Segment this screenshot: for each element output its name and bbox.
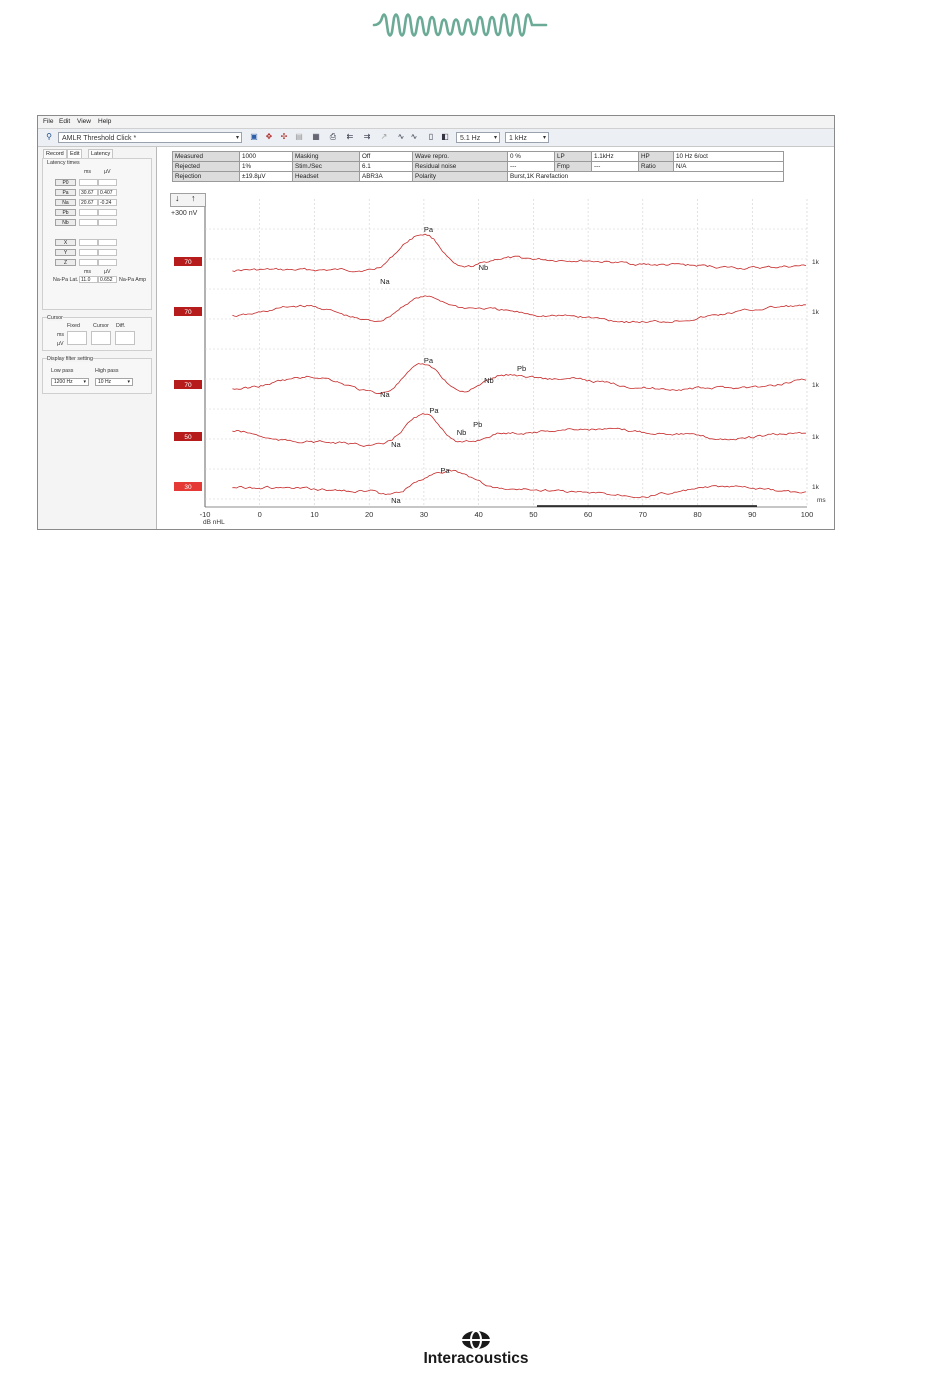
high-pass-select-value: 10 Hz <box>98 379 112 385</box>
menu-edit[interactable]: Edit <box>59 118 71 125</box>
info-label: Stim./Sec <box>293 162 360 172</box>
cursor-col-fixed: Fixed <box>67 323 80 329</box>
peak-marker-na[interactable]: Na <box>380 277 390 286</box>
info-value: Burst,1K Rarefaction <box>508 172 784 182</box>
curve-right-label: 1k <box>812 259 819 266</box>
info-value: 10 Hz 6/oct <box>674 152 784 162</box>
peak-marker-pb[interactable]: Pb <box>516 364 527 373</box>
tab-record[interactable]: Record <box>43 149 67 158</box>
marker-z-uv <box>98 259 117 266</box>
cursor-fixed-cell <box>67 331 87 345</box>
menu-file[interactable]: File <box>43 118 54 125</box>
peak-marker-pb[interactable]: Pb <box>473 420 483 429</box>
peak-uv-pa: 0.407 <box>98 189 117 196</box>
x-tick-label: 0 <box>257 510 262 519</box>
peak-marker-na[interactable]: Na <box>380 390 390 399</box>
cursor-group <box>42 317 152 351</box>
x-tick-label: 30 <box>419 510 429 519</box>
info-value: 6.1 <box>360 162 413 172</box>
waveform-curve[interactable] <box>232 470 806 498</box>
marker-button-x[interactable]: X <box>55 239 76 246</box>
curve-right-label: 1k <box>812 484 819 491</box>
cursor-cursor-cell <box>91 331 111 345</box>
brand-name: Interacoustics <box>423 1350 529 1367</box>
peak-ms-pa: 30.67 <box>79 189 98 196</box>
cursor-row-uv: µV <box>57 341 64 347</box>
export-icon[interactable]: ◧ <box>441 132 449 141</box>
peak-button-pa[interactable]: Pa <box>55 189 76 196</box>
intensity-badge-label: 70 <box>184 309 192 316</box>
info-value: 1% <box>240 162 293 172</box>
x-unit-label: dB nHL <box>203 519 225 526</box>
waveform-chart[interactable] <box>157 147 835 530</box>
protocol-select[interactable] <box>58 132 242 143</box>
peak-ms-na: 20.67 <box>79 199 98 206</box>
marker-icon[interactable]: ↗ <box>380 132 388 141</box>
intensity-badge-label: 50 <box>184 434 192 441</box>
menu-help[interactable]: Help <box>98 118 112 125</box>
cursor-left-icon[interactable]: ⇇ <box>346 132 354 141</box>
peak-uv-nb <box>98 219 117 226</box>
peak-uv-pb <box>98 209 117 216</box>
x-tick-label: 80 <box>693 510 702 519</box>
info-value: 1.1kHz <box>592 152 639 162</box>
wave-edit-icon[interactable]: ∿ <box>410 132 418 141</box>
delete-icon[interactable]: ▤ <box>295 132 303 141</box>
info-value: ABR3A <box>360 172 413 182</box>
high-pass-label: High pass <box>95 368 119 374</box>
waveform-curve[interactable] <box>232 296 806 323</box>
tab-latency[interactable]: Latency <box>88 149 113 158</box>
chevron-down-icon: ▾ <box>493 135 497 141</box>
x-tick-label: 50 <box>529 510 538 519</box>
peak-ms-p0 <box>79 179 98 186</box>
toolbar <box>38 129 834 147</box>
waveform-curve[interactable] <box>232 234 806 272</box>
split-icon[interactable]: ✥ <box>265 132 273 141</box>
info-label: LP <box>555 152 592 162</box>
napa-col-ms: ms <box>84 269 92 275</box>
peak-uv-p0 <box>98 179 117 186</box>
info-value: 0 % <box>508 152 555 162</box>
merge-icon[interactable]: ✣ <box>280 132 288 141</box>
col-uv: µV <box>104 169 111 175</box>
marker-y-uv <box>98 249 117 256</box>
wave-logo-icon <box>372 8 548 42</box>
info-label: Rejection <box>173 172 240 182</box>
filter-low-select[interactable] <box>456 132 500 143</box>
x-tick-label: 100 <box>800 510 814 519</box>
protocol-select-value: AMLR Threshold Click * <box>62 135 137 142</box>
napa-lat-label: Na-Pa Lat. <box>53 277 79 283</box>
x-tick-label: 10 <box>310 510 319 519</box>
info-value: N/A <box>674 162 784 172</box>
low-pass-label: Low pass <box>51 368 74 374</box>
high-pass-select[interactable] <box>95 378 133 386</box>
curve-right-label: 1k <box>812 382 819 389</box>
application-window <box>37 115 835 530</box>
menu-view[interactable]: View <box>77 118 91 125</box>
peak-button-na[interactable]: Na <box>55 199 76 206</box>
brand-logo <box>396 1330 556 1370</box>
x-tick-label: 40 <box>474 510 483 519</box>
waveform-curve[interactable] <box>232 414 806 447</box>
filter-high-select[interactable] <box>505 132 549 143</box>
filter-low-select-value: 5.1 Hz <box>460 135 481 142</box>
chevron-down-icon: ▾ <box>542 135 546 141</box>
cursor-right-icon[interactable]: ⇉ <box>363 132 371 141</box>
curve-right-label: 1k <box>812 434 819 441</box>
marker-y-ms <box>79 249 98 256</box>
info-value: 1000 <box>240 152 293 162</box>
peak-uv-na: -0.24 <box>98 199 117 206</box>
x-tick-label: 20 <box>365 510 374 519</box>
peak-ms-nb <box>79 219 98 226</box>
report-icon[interactable]: ▦ <box>312 132 320 141</box>
peak-marker-nb[interactable]: Nb <box>484 376 494 385</box>
marker-x-uv <box>98 239 117 246</box>
x-tick-label: 60 <box>583 510 593 519</box>
x-tick-label: 70 <box>638 510 647 519</box>
peak-marker-pa[interactable]: Pa <box>440 466 450 475</box>
wave-add-icon[interactable]: ∿ <box>397 132 405 141</box>
chevron-down-icon: ▾ <box>235 135 239 141</box>
peak-button-pb[interactable]: Pb <box>55 209 76 216</box>
peak-button-nb[interactable]: Nb <box>55 219 76 226</box>
x-unit-ms: ms <box>817 497 826 504</box>
info-label: Residual noise <box>413 162 508 172</box>
tab-edit[interactable]: Edit <box>67 149 82 158</box>
low-pass-select[interactable] <box>51 378 89 386</box>
x-tick-label: 90 <box>748 510 757 519</box>
intensity-badge-label: 70 <box>184 382 192 389</box>
napa-lat-value: 11.0 <box>79 276 98 283</box>
scale-label: +300 nV <box>171 210 198 217</box>
info-label: Ratio <box>639 162 674 172</box>
info-label: Masking <box>293 152 360 162</box>
info-value: Off <box>360 152 413 162</box>
intensity-badge-label: 30 <box>184 484 192 491</box>
print-icon[interactable]: ⎙ <box>329 132 337 141</box>
display-filter-title: Display filter setting <box>47 356 93 362</box>
info-value: --- <box>508 162 555 172</box>
info-label: Wave repro. <box>413 152 508 162</box>
peak-marker-pa[interactable]: Pa <box>429 406 439 415</box>
curve-right-label: 1k <box>812 309 819 316</box>
chevron-down-icon: ▾ <box>127 379 130 385</box>
napa-amp-label: Na-Pa Amp <box>119 277 147 283</box>
info-label: HP <box>639 152 674 162</box>
marker-x-ms <box>79 239 98 246</box>
napa-amp-value: 0.652 <box>98 276 117 283</box>
scale-arrows <box>170 193 206 207</box>
peak-button-p0[interactable]: P0 <box>55 179 76 186</box>
info-label: Headset <box>293 172 360 182</box>
peak-marker-na[interactable]: Na <box>391 496 401 505</box>
cursor-row-ms: ms <box>57 332 65 338</box>
waveform-area <box>157 147 835 530</box>
peak-marker-pa[interactable]: Pa <box>423 356 434 365</box>
display-filter-group <box>42 358 152 394</box>
peak-marker-pa[interactable]: Pa <box>423 225 434 234</box>
chevron-down-icon: ▾ <box>83 379 86 385</box>
peak-ms-pb <box>79 209 98 216</box>
cursor-diff-cell <box>115 331 135 345</box>
left-panel <box>38 147 157 530</box>
globe-icon <box>396 1330 556 1350</box>
arrow-up-icon[interactable]: ↑ <box>191 193 196 203</box>
filter-high-select-value: 1 kHz <box>509 135 527 142</box>
cursor-group-title: Cursor <box>47 315 63 321</box>
save-icon[interactable]: ▣ <box>250 132 258 141</box>
info-value: ±19.8µV <box>240 172 293 182</box>
cursor-col-cursor: Cursor <box>93 323 109 329</box>
headset-icon[interactable]: ⚲ <box>46 132 52 141</box>
latency-group-title: Latency times <box>47 160 80 166</box>
low-pass-select-value: 1200 Hz <box>54 379 73 385</box>
menu-bar <box>38 116 834 129</box>
marker-button-y[interactable]: Y <box>55 249 76 256</box>
peak-marker-nb[interactable]: Nb <box>478 263 489 272</box>
marker-z-ms <box>79 259 98 266</box>
info-label: Polarity <box>413 172 508 182</box>
info-label: Fmp <box>555 162 592 172</box>
intensity-badge-label: 70 <box>184 259 192 266</box>
info-value: --- <box>592 162 639 172</box>
info-label: Rejected <box>173 162 240 172</box>
cursor-col-diff: Diff. <box>116 323 126 329</box>
peak-marker-nb[interactable]: Nb <box>456 428 467 437</box>
marker-button-z[interactable]: Z <box>55 259 76 266</box>
peak-marker-na[interactable]: Na <box>391 440 401 449</box>
napa-col-uv: µV <box>104 269 111 275</box>
x-tick-label: -10 <box>199 510 211 519</box>
document-icon[interactable]: ▯ <box>428 132 434 141</box>
col-ms: ms <box>84 169 92 175</box>
info-label: Measured <box>173 152 240 162</box>
arrow-down-icon[interactable]: ↓ <box>175 193 180 203</box>
latency-group <box>42 158 152 310</box>
